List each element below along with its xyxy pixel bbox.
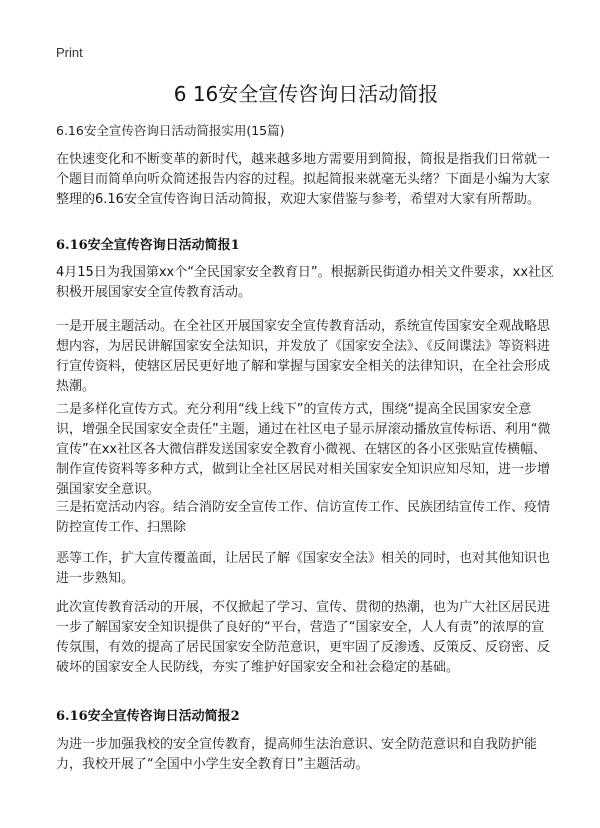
section-1-paragraph-2: 一是开展主题活动。在全社区开展国家安全宣传教育活动，系统宣传国家安全观战略思想内容，为居民讲解国家安全法知识，并发放了《国家安全法》、《反间谍法》等资料进行宣传资料，使辖区居民更好地了解和掌握与国家安全相关的法律知识，在全社会形成热潮。 bbox=[56, 319, 551, 394]
section-1-paragraph-5: 恶等工作，扩大宣传覆盖面，让居民了解《国家安全法》相关的同时，也对其他知识也进一步熟知。 bbox=[56, 551, 551, 586]
document-subtitle: 6.16安全宣传咨询日活动简报实用(15篇) bbox=[56, 123, 285, 138]
section-1-paragraph-1: 4月15日为我国第xx个“全民国家安全教育日”。根据新民街道办相关文件要求，xx社区积极开展国家安全宣传教育活动。 bbox=[56, 265, 555, 300]
print-label[interactable]: Print bbox=[56, 45, 83, 60]
section-1-paragraph-4: 三是拓宽活动内容。结合消防安全宣传工作、信访宣传工作、民族团结宣传工作、疫情防控宣传工作、扫黑除 bbox=[56, 500, 551, 535]
section-1-paragraph-6: 此次宣传教育活动的开展，不仅掀起了学习、宣传、贯彻的热潮，也为广大社区居民进一步了解国家安全知识提供了良好的“平台，营造了“国家安全，人人有责”的浓厚的宣传氛围，有效的提高了居民国家安全防范意识，更牢固了反渗透、反策反、反窃密、反破坏的国家安全人民防线，夯实了维护好国家安全和社会稳定的基础。 bbox=[56, 600, 551, 675]
section-1-paragraph-3: 二是多样化宣传方式。充分利用“线上线下”的宣传方式，围绕“提高全民国家安全意识，增强全民国家安全责任”主题，通过在社区电子显示屏滚动播放宣传标语、利用“微宣传”在xx社区各大微信群发送国家安全教育小微视、在辖区的各小区张贴宣传横幅、制作宣传资料等多种方式，做到让全社区居民对相关国家安全知识应知尽知，进一步增强国家安全意识。 bbox=[56, 402, 551, 497]
page-title: 6 16安全宣传咨询日活动简报 bbox=[173, 82, 439, 106]
intro-paragraph: 在快速变化和不断变革的新时代，越来越多地方需要用到简报，简报是指我们日常就一个题目而简单向听众简述报告内容的过程。拟起简报来就毫无头绪？下面是小编为大家整理的6.16安全宣传咨询日活动简报，欢迎大家借鉴与参考，希望对大家有所帮助。 bbox=[56, 152, 551, 207]
section-heading-1: 6.16安全宣传咨询日活动简报1 bbox=[56, 238, 240, 253]
section-heading-2: 6.16安全宣传咨询日活动简报2 bbox=[56, 709, 240, 724]
section-2-paragraph-1: 为进一步加强我校的安全宣传教育，提高师生法治意识、安全防范意识和自我防护能力，我校开展了“全国中小学生安全教育日”主题活动。 bbox=[56, 737, 538, 772]
